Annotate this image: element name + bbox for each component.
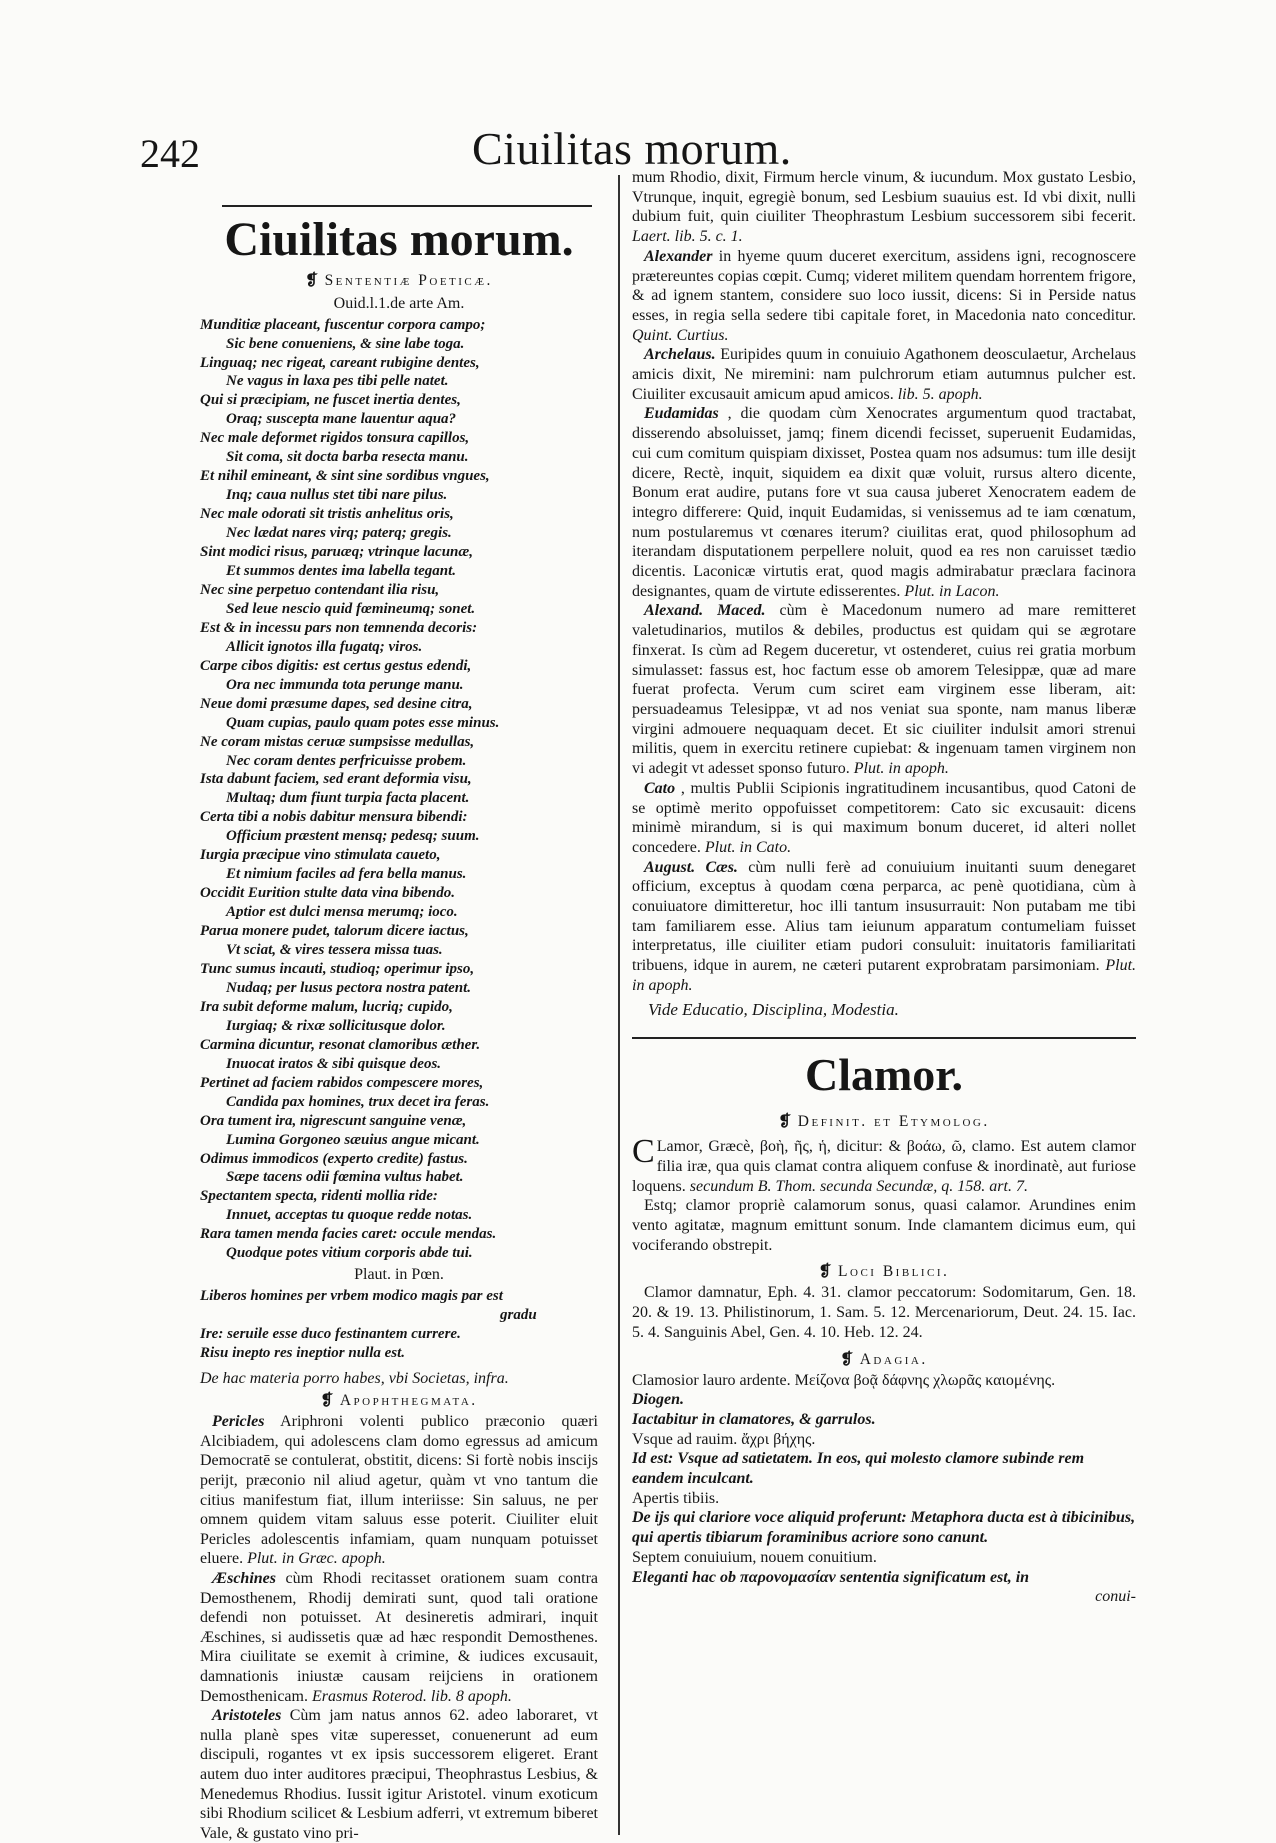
apophthegm-text: cùm è Macedonum numero ad mare remitteret valetudinarios, mutilos & debiles, productus est quidam qui se ægrotare finxerat. Is cùm ad Regem duceretur, vt ostenderet, cuius rei gratia morbum simulasset: fassus est, hoc factum esse ob amorem Telesippæ, quæ ad mare fuerat profecta. Verum cum sciret eam virginem esse liberam, ait: persuadeamus Telesippæ, vt ad nos veniat sua sponte, nam manus liberæ virgini admouere nequaquam decet. Et sic ciuiliter indulsit amori strenui militis, quem in exercitu retinere cupiebat: & ingenuam tamen virginem non vi adegit vt adesset sponso futuro. (632, 602, 1137, 778)
verse-line: Qui si præcipiam, ne fuscet inertia dentes, (200, 392, 461, 409)
adage-line: Diogen. (632, 1391, 684, 1409)
verse-line: Certa tibi a nobis dabitur mensura bibendi: (200, 809, 468, 826)
source-plautus: Plaut. in Pœn. (354, 1266, 444, 1284)
verse-line: Vt sciat, & vires tessera missa tuas. (226, 942, 443, 959)
verse-line: Quam cupias, paulo quam potes esse minus. (226, 714, 500, 731)
verse-line: Ora tument ira, nigrescunt sanguine venæ, (200, 1112, 467, 1129)
speaker-name: Alexander (644, 247, 713, 265)
verse-line: Neue domi præsume dapes, sed desine citra, (200, 695, 473, 712)
verse-line: Quodque potes vitium corporis abde tui. (226, 1245, 473, 1262)
verse-line: Ista dabunt faciem, sed erant deformia visu, (200, 771, 472, 788)
verse-line: Carpe cibos digitis: est certus gestus edendi, (200, 657, 472, 674)
source-citation: Plut. in apoph. (853, 760, 949, 778)
apophthegm-entry (632, 601, 1136, 778)
verse-line: Nec coram dentes perfricuisse probem. (226, 752, 467, 769)
speaker-name: Aristoteles (212, 1707, 282, 1725)
verse-line: Candida pax homines, trux decet ira feras. (226, 1093, 490, 1110)
verse-line: Aptior est dulci mensa merumq; ioco. (226, 904, 458, 921)
pilcrow-icon: ❡ (818, 1263, 835, 1281)
verse-line: Inuocat iratos & sibi quisque deos. (226, 1055, 442, 1072)
verse-line: Officium præstent mensq; pedesq; suum. (226, 828, 480, 845)
source-citation: Plut. in Cato. (704, 838, 792, 856)
drop-cap: C (632, 1133, 655, 1171)
apophthegm-text: Euripides quum in conuiuio Agathonem deosculaetur, Archelaus amicis dixit, Ne miremini: nam pulchrorum etiam autumnus pulcher est. Ciuiliter excusauit amicum apud amicos. (632, 346, 1136, 403)
adage-line: De ijs qui clariore voce aliquid proferunt: Metaphora ducta est à tibicinibus, qui apertis tibiarum foraminibus acriore sono canunt. (632, 1509, 1136, 1547)
apophthegm-text: mum Rhodio, dixit, Firmum hercle vinum, & iucundum. Mox gustato Lesbio, Vtrunque, inquit, egregiè bonum, sed Lesbium suauius est. Id vbi dixit, nulli dubium fuit, quin ciuiliter Theophrastum Lesbium successorem sibi fecerit. (632, 169, 1136, 226)
verse-block (200, 316, 598, 1264)
verse-line: Pertinet ad faciem rabidos compescere mores, (200, 1074, 484, 1091)
verse-line: Tunc sumus incauti, studioq; operimur ipso, (200, 961, 475, 977)
verse-line: Ne coram mistas ceruæ sumpsisse medullas, (200, 733, 475, 750)
right-column (632, 168, 1136, 1607)
verse-block-plautus (200, 1287, 598, 1363)
apophthegm-entry (632, 247, 1136, 346)
speaker-name: Pericles (212, 1413, 265, 1431)
verse-line: Lumina Gorgoneo sæuius angue micant. (226, 1131, 480, 1148)
source-citation: Laert. lib. 5. c. 1. (632, 228, 743, 246)
speaker-name: Cato (644, 779, 676, 797)
apophthegm-entry (632, 168, 1136, 247)
verse-line: Nec male deformet rigidos tonsura capillos, (200, 430, 470, 447)
adage-line: Id est: Vsque ad satietatem. In eos, qui molesto clamore subinde rem eandem inculcant. (632, 1450, 1085, 1488)
verse-line: Et nihil emineant, & sint sine sordibus vngues, (200, 468, 490, 485)
apophthegm-text: , die quodam cùm Xenocrates argumentum quod tractabat, disserendo absoluisset, jamq; finem dicendi fecisset, superuenit Eudamidas, cui cum comitum quispiam dixisset, Postea quam nos adsumus: tum ille desijt dicere, Rectè, inquit, siquidem ea dixit quæ voluit, rursus altero dicente, Bonum erat audire, putans fore vt sua causa juberet Xenocratem eadem de integro differere: Quid, inquit Eudamidas, si venissemus ad te iam cœnatum, num postularemus vt cœnares iterum? ciuilitas erat, quod philosophum ad iterandam disputationem perpellere noluit, quod ea res non caruisset tædio dicentis. Laconicæ virtutis erat, quod magis admirabatur præclara facinora designantes, quam de virtute edisserentes. (632, 405, 1137, 600)
verse-line: Sint modici risus, paruæq; vtrinque lacunæ, (200, 544, 473, 561)
verse-line: Munditiæ placeant, fuscentur corpora campo; (200, 316, 486, 333)
verse-line: Liberos homines per vrbem modico magis par est (200, 1287, 503, 1304)
apophthegm-text: in hyeme quum duceret exercitum, assidens igni, recognoscere prætereuntes copias cœpit. Cumq; videret militem quendam horrentem frigore, & ad ignem stantem, considere suo loco iussit, dicens: Si in Perside natus esses, in regia sella sedere tibi capitale foret, in Macedonia nato conceditur. (632, 247, 1136, 324)
source-citation: Plut. in apoph. (632, 957, 1137, 994)
verse-line: Spectantem specta, ridenti mollia ride: (200, 1188, 438, 1205)
header-rule (222, 205, 592, 207)
verse-line: Rara tamen menda facies caret: occule mendas. (200, 1226, 497, 1243)
pilcrow-icon: ❡ (305, 272, 321, 289)
subheading-apophthegmata: ❡ Apophthegmata. (320, 1392, 478, 1410)
apophthegm-entry (200, 1706, 598, 1843)
source-ovid: Ouid.l.1.de arte Am. (333, 295, 465, 312)
page-number: 242 (140, 131, 200, 176)
verse-line: Nec lædat nares virq; paterq; gregis. (226, 525, 452, 542)
see-also-educatio: Vide Educatio, Disciplina, Modestia. (648, 999, 899, 1019)
verse-line: Nec male odorati sit tristis anhelitus oris, (200, 506, 454, 523)
definition-paragraph: C Lamor, Græcè, βοὴ, ῆς, ἡ, dicitur: & βοάω, ῶ, clamo. Est autem clamor filia iræ, qua quis clamat contra aliquem confuse & inordinatè, aut furiose loquens. secundum B. Thom. secunda Secundæ, q. 158. art. 7. (632, 1133, 1136, 1195)
see-also-societas: De hac materia porro habes, vbi Societas, infra. (200, 1369, 509, 1387)
apophthegm-entry (632, 858, 1136, 996)
verse-line: Sic bene conueniens, & sine labe toga. (226, 335, 465, 352)
running-title: Ciuilitas morum. (472, 123, 792, 174)
adage-line: Iactabitur in clamatores, & garrulos. (632, 1410, 876, 1428)
verse-line: Allicit ignotos illa fugatq; viros. (226, 638, 423, 655)
verse-line: Inq; caua nullus stet tibi nare pilus. (226, 487, 448, 504)
apophthegm-text: Cùm jam natus annos 62. adeo laboraret, vt nulla planè spes vitæ superesset, conuenerunt ad eum discipuli, rogantes vt ex ipsis successorem eligeret. Erant autem duo inter auditores præcipui, Theophrastus Lesbius, & Menedemus Rhodius. Iussit igitur Aristotel. vinum exoticum sibi Rhodium scilicet & Lesbium adferri, vt extremum biberet Vale, & gustato vino pri- (200, 1707, 598, 1842)
verse-line: Sit coma, sit docta barba resecta manu. (226, 449, 469, 466)
verse-line: Carmina dicuntur, resonat clamoribus æther. (200, 1036, 481, 1053)
verse-line: Et summos dentes ima labella tegant. (226, 562, 457, 579)
verse-line: gradu (500, 1306, 537, 1323)
source-citation: Erasmus Roterod. lib. 8 apoph. (311, 1687, 512, 1705)
pilcrow-icon: ❡ (840, 1350, 856, 1368)
adage-line: Eleganti hac ob παρονομασίαν sententia significatum est, in (632, 1568, 1030, 1586)
speaker-name: Alexand. Maced. (644, 602, 766, 620)
etymology-paragraph: Estq; clamor propriè calamorum sonus, quasi calamor. Arundines enim vento agitatæ, magnum emittunt sonum. Inde clamantem dicimus eum, qui vociferando obstrepit. (632, 1197, 1136, 1254)
verse-line: Ora nec immunda tota perunge manu. (226, 676, 464, 693)
apophthegm-list (200, 1412, 598, 1843)
verse-line: Sed leue nescio quid fœmineumq; sonet. (226, 600, 476, 617)
apophthegm-entry (632, 779, 1136, 858)
verse-line: Multaq; dum fiunt turpia facta placent. (226, 790, 470, 807)
verse-line: Iurgiaq; & rixæ sollicitusque dolor. (226, 1017, 446, 1034)
speaker-name: August. Cæs. (644, 858, 738, 876)
apophthegm-text: , multis Publii Scipionis ingratitudinem incusantibus, quod Catoni de se optimè merito oppofuisset competitorem: Cato sic excusauit: dicens minimè mirandum, si is qui maximum bonum duceret, id alteri nollet concedere. (632, 779, 1137, 856)
apophthegm-text: Ariphroni volenti publico præconio quæri Alcibiadem, qui adolescens clam domo egressus ad amicum Democratē se contulerat, obstitit, dicens: Si fortè nobis inscijs perijt, præconio nil aliud agetur, quàm vt vno tantum die citius manifestum fiat, illum interiisse: Sin saluus, ne per omnem quidem vitam saluus esse poterit. Ciuiliter eluit Pericles adolescentis infamiam, quam nunquam potuisset eluere. (200, 1413, 598, 1568)
subheading-definit: ❡ Definit. et Etymolog. (778, 1113, 990, 1131)
verse-line: Nec sine perpetuo contendant ilia risu, (200, 581, 440, 598)
verse-line: Linguaq; nec rigeat, careant rubigine dentes, (200, 354, 480, 371)
subheading-loci-biblici: ❡ Loci Biblici. (818, 1263, 950, 1281)
verse-line: Ira subit deforme malum, lucriq; cupido, (200, 998, 453, 1015)
verse-line: Oraq; suscepta mane lauentur aqua? (226, 411, 457, 428)
apophthegm-entry (200, 1569, 598, 1706)
verse-line: Innuet, acceptas tu quoque redde notas. (226, 1207, 473, 1224)
verse-line: Risu inepto res ineptior nulla est. (200, 1344, 406, 1361)
verse-line: Parua monere pudet, talorum dicere iactus, (200, 923, 469, 940)
source-citation: lib. 5. apoph. (897, 385, 983, 403)
verse-line: Occidit Eurition stulte data vina bibendo. (200, 885, 456, 902)
verse-line: Ire: seruile esse duco festinantem currere. (200, 1325, 461, 1342)
apophthegm-entry (632, 404, 1136, 601)
speaker-name: Eudamidas (644, 405, 719, 423)
source-citation: Plut. in Græc. apoph. (247, 1550, 386, 1568)
subheading-sententiae: ❡ Sententiæ Poeticæ. (305, 272, 493, 289)
section-rule (632, 1037, 1136, 1039)
apophthegm-text: cùm nulli ferè ad conuiuium inuitanti suum denegaret officium, exceptus à quodam cœna perparca, ac penè quotidiana, cùm à conuiuatore dimitteretur, hoc illi tantum insusurrauit: Non putabam me tibi tam familiarem esse. Alius tam ieiunum apparatum contumeliam fuisset interpretatus, ille ciuiliter etiam pudori consuluit: inuitatoris familiaritati tribuens, idque in aurem, ne cæteri putarent exprobratam parsimoniam. (632, 858, 1136, 975)
speaker-name: Archelaus. (644, 346, 716, 364)
verse-line: Iurgia præcipue vino stimulata caueto, (200, 847, 441, 864)
apophthegm-entry (632, 345, 1136, 404)
speaker-name: Æschines (212, 1570, 276, 1587)
verse-line: Odimus immodicos (experto credite) fastus. (200, 1150, 468, 1167)
verse-line: Ne vagus in laxa pes tibi pelle natet. (226, 373, 449, 390)
adage-line: Septem conuiuium, nouem conuitium. (632, 1548, 877, 1566)
verse-line: Est & in incessu pars non temnenda decoris: (200, 619, 478, 636)
biblical-references: Clamor damnatur, Eph. 4. 31. clamor peccatorum: Sodomitarum, Gen. 18. 20. & 19. 13. Philistinorum, 1. Sam. 5. 12. Mercenariorum, Deut. 24. 15. Iac. 5. 4. Sanguinis Abel, Gen. 4. 10. Heb. 12. 24. (632, 1284, 1136, 1341)
verse-line: Sæpe tacens odii fœmina vultus habet. (226, 1169, 464, 1186)
apophthegm-text: cùm Rhodi recitasset orationem suam contra Demosthenem, Rhodij demirati sunt, quod tali oratione defendi non potuisset. At desineretis admirari, inquit Æschines, si audissetis quæ ad hæc respondit Demosthenes. Mira ciuilitate se exemit à crimine, & iudices excusauit, damnationis iniustæ causam reijciens in orationem Demosthenicam. (200, 1570, 598, 1705)
verse-line: Et nimium faciles ad fera bella manus. (226, 866, 467, 883)
source-citation: Quint. Curtius. (632, 326, 729, 344)
section-title: Ciuilitas morum. (224, 213, 574, 266)
pilcrow-icon: ❡ (320, 1392, 336, 1410)
subheading-adagia: ❡ Adagia. (840, 1350, 928, 1368)
adagia-list (632, 1371, 1136, 1588)
catchword: conui- (1095, 1588, 1136, 1606)
adage-line: Apertis tibiis. (632, 1489, 720, 1507)
section-title-clamor: Clamor. (804, 1049, 963, 1101)
column-rule (618, 175, 620, 1835)
apophthegm-list-cont (632, 168, 1136, 996)
adage-line: Vsque ad rauim. ἄχρι βήχης. (632, 1430, 816, 1448)
verse-line: Nudaq; per lusus pectora nostra patent. (226, 979, 472, 996)
pilcrow-icon: ❡ (778, 1113, 794, 1131)
adage-line: Clamosior lauro ardente. Μείζονα βοᾷ δάφνης χλωρᾶς καιομένης. (632, 1371, 1056, 1389)
apophthegm-entry (200, 1412, 598, 1569)
source-citation: Plut. in Lacon. (904, 582, 1000, 600)
left-column (200, 210, 598, 1843)
